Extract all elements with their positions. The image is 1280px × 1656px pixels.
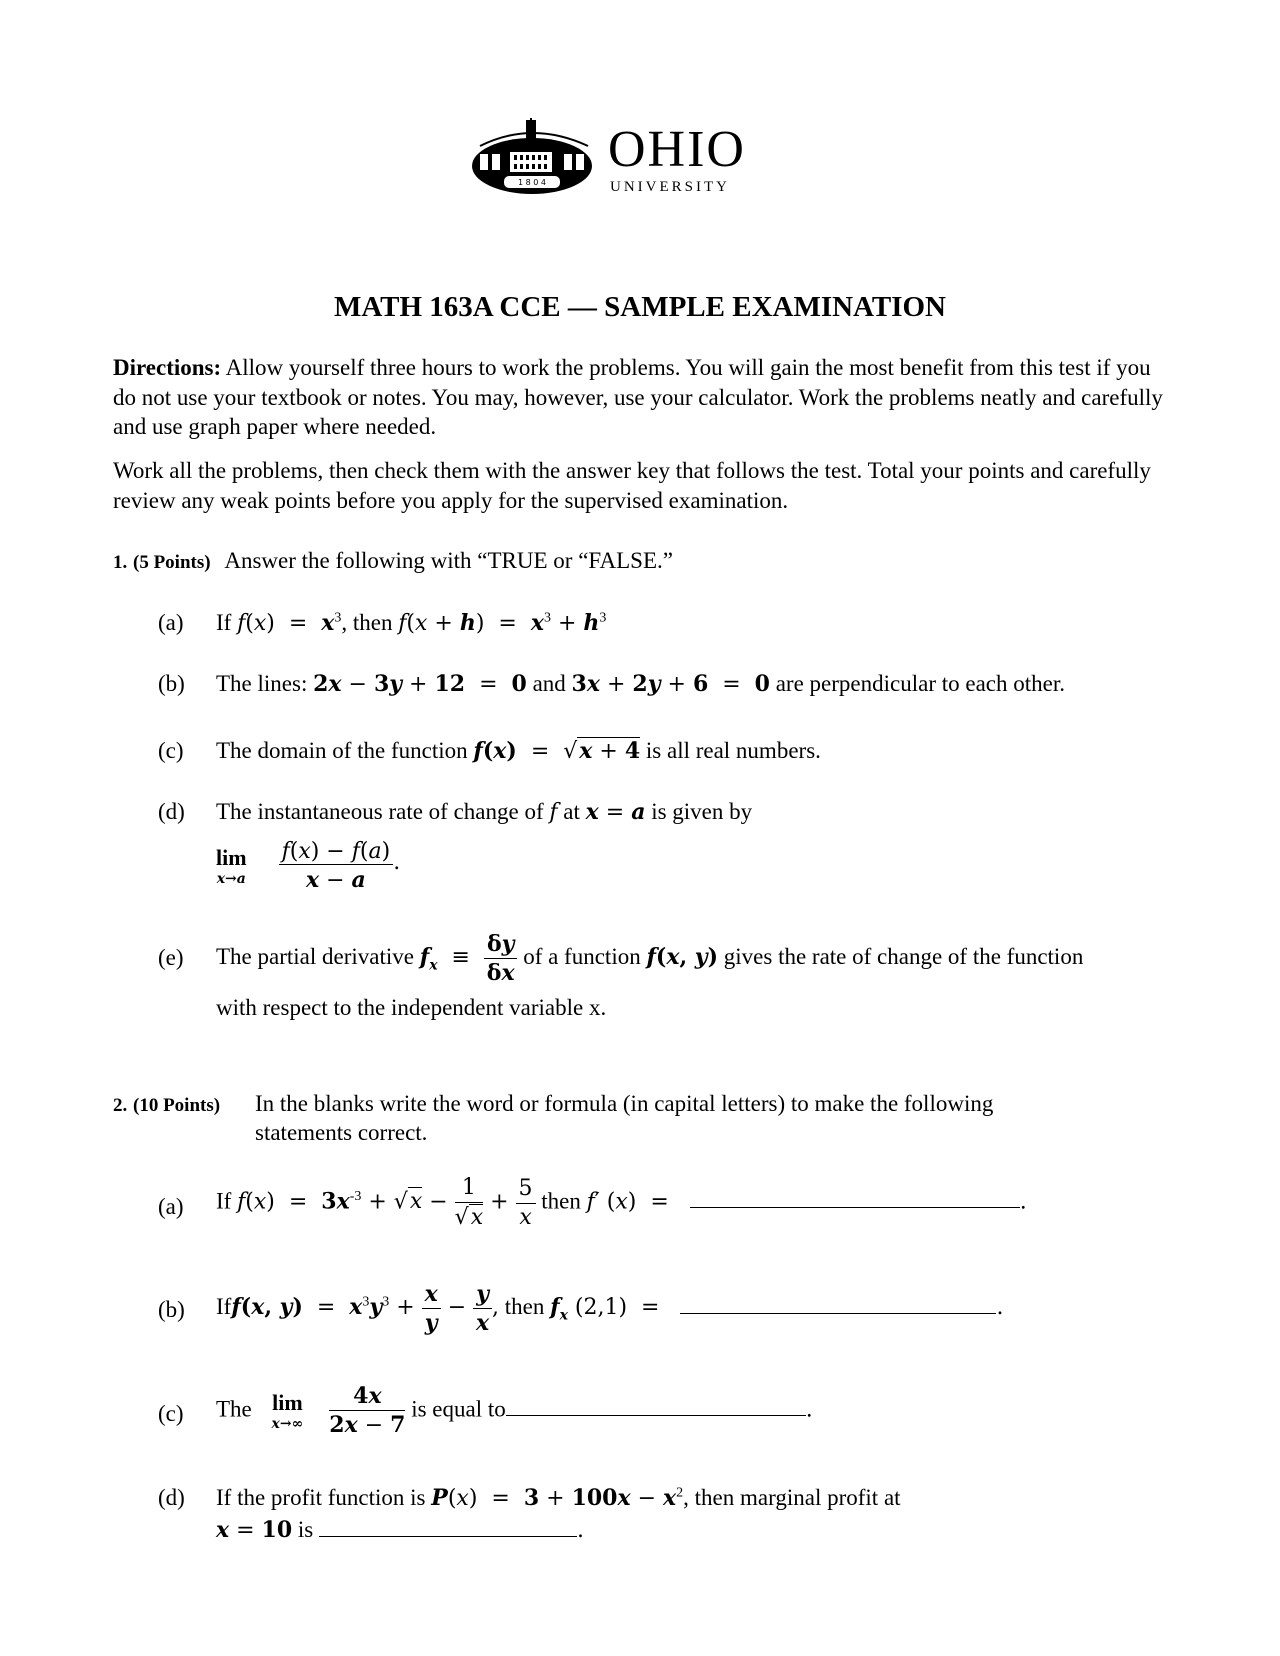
q1-item-a-text: If $f(x) = x^3$, then $f(x + h) = x^3 + h^3$ (216, 610, 607, 636)
question-2-header (113, 1090, 220, 1120)
q1-item-c-label: (c) (158, 738, 184, 763)
question-2-points: (10 Points) (133, 1095, 221, 1116)
question-2-prompt-2: statements correct. (255, 1120, 428, 1145)
logo-wordmark: OHIO (608, 121, 746, 178)
answer-blank-2c[interactable] (506, 1393, 806, 1416)
answer-blank-2d[interactable] (319, 1514, 577, 1537)
question-1-prompt: Answer the following with “TRUE or “FALSE.” (224, 548, 673, 573)
q1-item-e-label: (e) (158, 945, 184, 970)
q1-d-limit-expression: lim x→a $\frac{f(x) - f(a)}{x - a}$ . (216, 839, 401, 893)
seal-year: 1 8 0 4 (518, 178, 546, 187)
q1-item-b-label: (b) (158, 671, 185, 696)
ohio-university-logo (470, 118, 780, 208)
logo-subtitle: UNIVERSITY (610, 179, 730, 195)
q2-item-c-label: (c) (158, 1401, 184, 1426)
directions-label: Directions: (113, 355, 222, 380)
q1-item-d-text: The instantaneous rate of change of f at x = a is given by (216, 799, 753, 825)
directions-paragraph-2: Work all the problems, then check them with the answer key that follows the test. Total your points and carefully review any weak points before you apply for the supervised examination. (113, 458, 1151, 513)
question-1-number: 1. (113, 552, 128, 573)
q1-item-b-text: The lines: 2x − 3y + 12 = 0 and 3x + 2y + 6 = 0 are perpendicular to each other. (216, 671, 1065, 697)
q2-item-a-label: (a) (158, 1194, 184, 1219)
q2-item-b-text: Iff(x, $y) = x^3y^3$ + $\frac{x}{y}$ − $\frac{y}{x}$ , then $f_x$ (2,1) = . (216, 1281, 1004, 1336)
question-2-prompt: In the blanks write the word or formula (in capital letters) to make the following (255, 1091, 994, 1116)
answer-blank-2b[interactable] (680, 1291, 996, 1314)
directions-paragraph (113, 353, 1173, 442)
q2-item-b-label: (b) (158, 1297, 185, 1322)
q2-item-c-text: The lim x→∞ $\frac{4x}{2x - 7}$ is equal to . (216, 1383, 813, 1438)
question-1-points: (5 Points) (133, 552, 211, 573)
question-2-number: 2. (113, 1095, 128, 1116)
q2-item-d-label: (d) (158, 1485, 185, 1510)
directions-text: Allow yourself three hours to work the problems. You will gain the most benefit from this test if you do not use your textbook or notes. You may, however, use your calculator. Work the problems neatly and carefully and use graph paper where needed. (113, 355, 1163, 439)
question-1-header (113, 547, 673, 577)
item-label: (a) (158, 610, 184, 635)
q1-item-d-label: (d) (158, 799, 185, 824)
q1-item-a (158, 609, 184, 637)
q2-item-a-text: If $f(x) = 3x^{-3} + √x$ − $\frac{1}{√x}$ + $\frac{5}{x}$ then f′ (x) = . (216, 1175, 1027, 1230)
q1-item-c-text: The domain of the function f(x) = √x + 4 is all real numbers. (216, 738, 821, 764)
answer-blank-2a[interactable] (690, 1185, 1020, 1208)
q2-item-d-text: If the profit function is $P(x) = 3 + 100x - x^2$, then marginal profit at (216, 1485, 901, 1511)
q1-item-e-text: The partial derivative $f_x$ ≡ $\frac{\delta y}{\delta x}$ of a function f(x, y) gives the rate of change of the function (216, 931, 1084, 986)
q2-item-d-text-2: x = 10 is . (216, 1514, 584, 1545)
page-title: MATH 163A CCE — SAMPLE EXAMINATION (334, 291, 946, 323)
q1-item-e-text-2: with respect to the independent variable x. (216, 995, 607, 1020)
